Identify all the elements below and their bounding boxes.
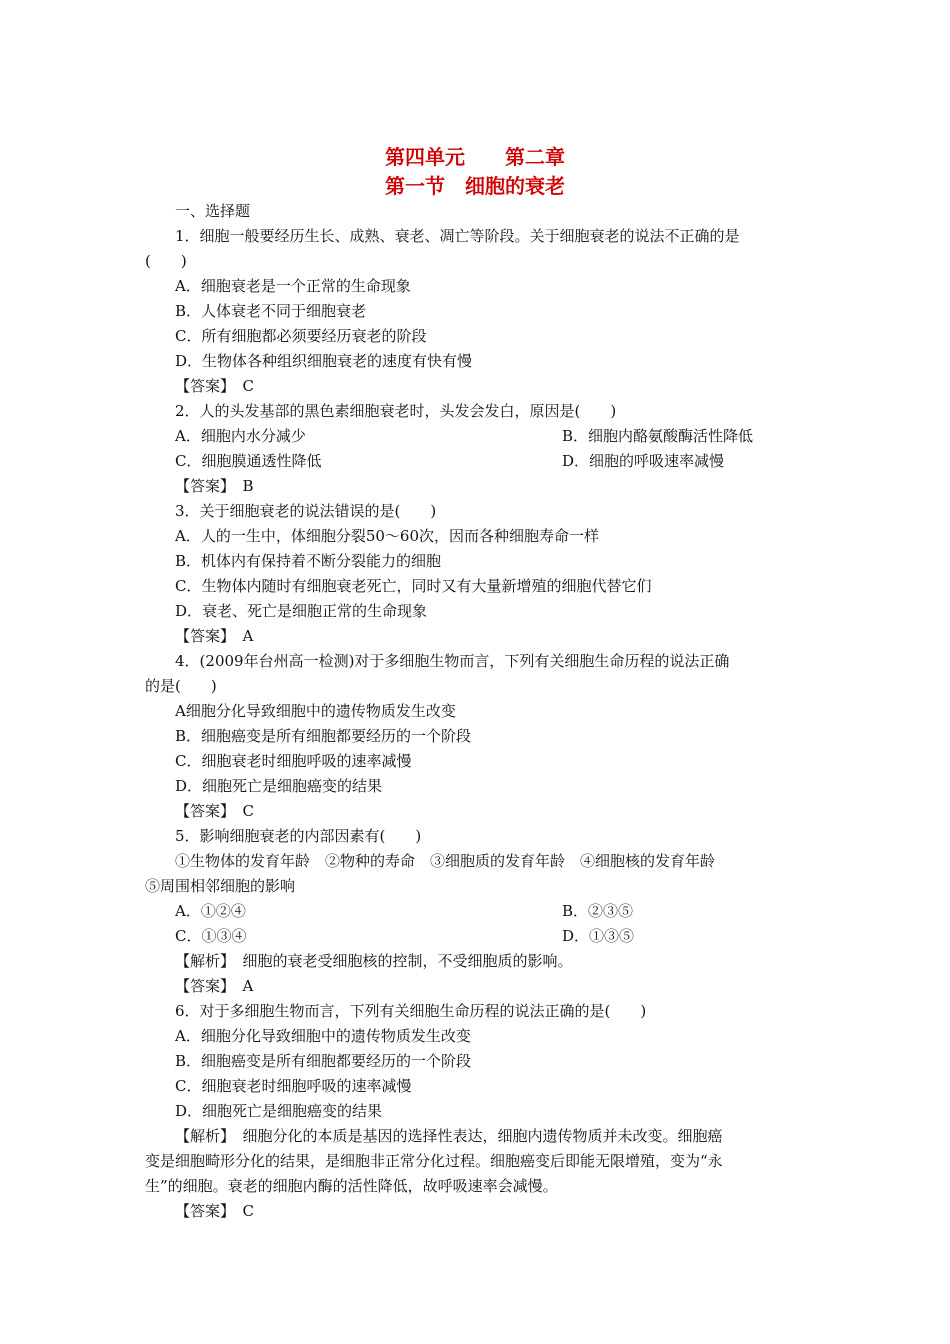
section-heading: 一、选择题 [175,202,251,220]
q6-option-d: D．细胞死亡是细胞癌变的结果 [175,1102,383,1120]
section-title: 第一节 细胞的衰老 [385,174,565,198]
question-3-stem: 3．关于细胞衰老的说法错误的是( ) [175,502,437,520]
q3-answer: 【答案】 A [175,627,254,645]
q4-option-a: A细胞分化导致细胞中的遗传物质发生改变 [175,702,456,720]
q2-option-a: A．细胞内水分减少 [175,427,306,445]
q5-option-b: B．②③⑤ [562,902,634,920]
q5-option-a: A．①②④ [175,902,246,920]
unit-chapter-title: 第四单元 第二章 [385,145,565,169]
q1-option-a: A．细胞衰老是一个正常的生命现象 [175,277,411,295]
q6-analysis-cont-2: 生”的细胞。衰老的细胞内酶的活性降低，故呼吸速率会减慢。 [145,1177,558,1195]
q5-factors-cont: ⑤周围相邻细胞的影响 [145,877,296,895]
question-2-stem: 2．人的头发基部的黑色素细胞衰老时，头发会发白，原因是( ) [175,402,617,420]
q6-analysis: 【解析】 细胞分化的本质是基因的选择性表达，细胞内遗传物质并未改变。细胞癌 [175,1127,723,1145]
q4-option-d: D．细胞死亡是细胞癌变的结果 [175,777,383,795]
q4-option-b: B．细胞癌变是所有细胞都要经历的一个阶段 [175,727,472,745]
question-1-stem: 1．细胞一般要经历生长、成熟、衰老、凋亡等阶段。关于细胞衰老的说法不正确的是 [175,227,740,245]
q5-answer: 【答案】 A [175,977,254,995]
question-1-stem-cont: ( ) [145,252,187,270]
q5-option-d: D．①③⑤ [562,927,635,945]
q6-analysis-cont-1: 变是细胞畸形分化的结果，是细胞非正常分化过程。细胞癌变后即能无限增殖，变为“永 [145,1152,723,1170]
q6-option-b: B．细胞癌变是所有细胞都要经历的一个阶段 [175,1052,472,1070]
q4-answer: 【答案】 C [175,802,254,820]
question-4-stem: 4．(2009年台州高一检测)对于多细胞生物而言，下列有关细胞生命历程的说法正确 [175,652,730,670]
q3-option-a: A．人的一生中，体细胞分裂50～60次，因而各种细胞寿命一样 [175,527,600,545]
q6-option-c: C．细胞衰老时细胞呼吸的速率减慢 [175,1077,412,1095]
question-4-stem-cont: 的是( ) [145,677,217,695]
q5-option-c: C．①③④ [175,927,247,945]
q3-option-c: C．生物体内随时有细胞衰老死亡，同时又有大量新增殖的细胞代替它们 [175,577,652,595]
q1-option-d: D．生物体各种组织细胞衰老的速度有快有慢 [175,352,473,370]
q2-answer: 【答案】 B [175,477,254,495]
question-6-stem: 6．对于多细胞生物而言，下列有关细胞生命历程的说法正确的是( ) [175,1002,647,1020]
q3-option-d: D．衰老、死亡是细胞正常的生命现象 [175,602,428,620]
q6-answer: 【答案】 C [175,1202,254,1220]
q1-option-c: C．所有细胞都必须要经历衰老的阶段 [175,327,427,345]
question-5-stem: 5．影响细胞衰老的内部因素有( ) [175,827,422,845]
q2-option-b: B．细胞内酪氨酸酶活性降低 [562,427,754,445]
q6-option-a: A．细胞分化导致细胞中的遗传物质发生改变 [175,1027,471,1045]
q5-analysis: 【解析】 细胞的衰老受细胞核的控制，不受细胞质的影响。 [175,952,573,970]
q2-option-d: D．细胞的呼吸速率减慢 [562,452,725,470]
q4-option-c: C．细胞衰老时细胞呼吸的速率减慢 [175,752,412,770]
q5-factors: ①生物体的发育年龄 ②物种的寿命 ③细胞质的发育年龄 ④细胞核的发育年龄 [175,852,716,870]
q1-answer: 【答案】 C [175,377,254,395]
q2-option-c: C．细胞膜通透性降低 [175,452,322,470]
q1-option-b: B．人体衰老不同于细胞衰老 [175,302,367,320]
q3-option-b: B．机体内有保持着不断分裂能力的细胞 [175,552,442,570]
